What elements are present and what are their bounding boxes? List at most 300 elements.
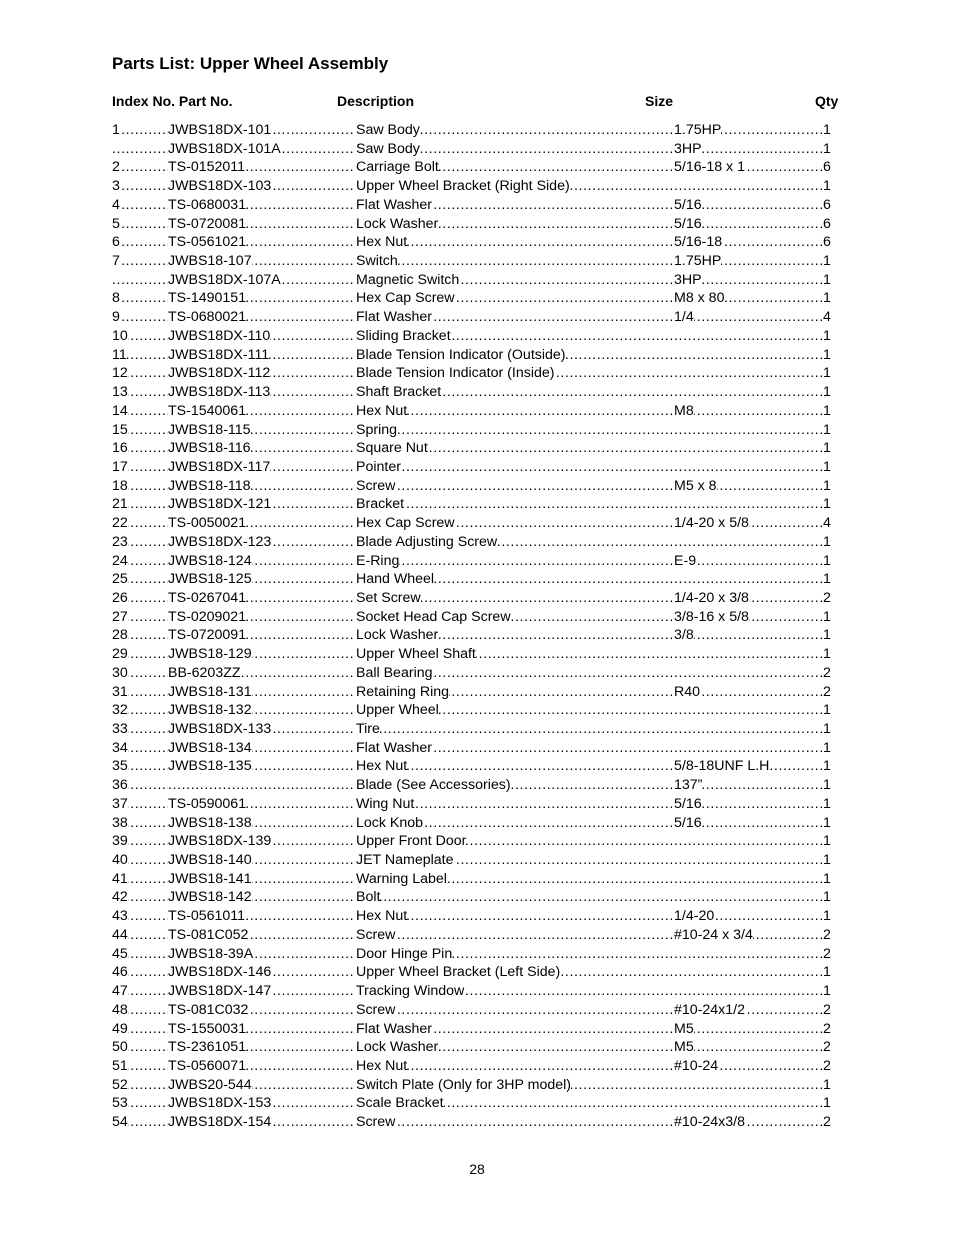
description-cell-text: Lock Knob: [356, 814, 424, 831]
qty-cell: [823, 252, 835, 271]
qty-cell-text: 2: [823, 1039, 831, 1056]
description-cell-text: Shaft Bracket: [356, 384, 442, 401]
qty-cell: [823, 701, 835, 720]
qty-cell-text: 1: [823, 739, 831, 756]
part-number-cell: [168, 552, 354, 571]
table-row: [0, 945, 954, 964]
index-cell: [112, 870, 168, 889]
qty-cell-text: 1: [823, 290, 831, 307]
table-row: [0, 814, 954, 833]
part-number-cell-text: JWBS18-138: [168, 814, 252, 831]
table-row: [0, 158, 954, 177]
index-cell: [112, 346, 168, 365]
index-cell: [112, 832, 168, 851]
table-row: [0, 233, 954, 252]
part-number-cell: [168, 327, 354, 346]
description-cell: [356, 926, 673, 945]
qty-cell: [823, 870, 835, 889]
qty-cell-text: 1: [823, 627, 831, 644]
index-cell: [112, 982, 168, 1001]
size-cell-text: 3/8-16 x 5/8: [674, 608, 749, 625]
qty-cell: [823, 570, 835, 589]
index-cell-text: 22: [112, 515, 128, 532]
part-number-cell: [168, 121, 354, 140]
index-cell: [112, 1038, 168, 1057]
part-number-cell-text: JWBS18DX-101A: [168, 140, 281, 157]
part-number-cell-text: JWBS18DX-110: [168, 327, 271, 344]
part-number-cell: [168, 439, 354, 458]
part-number-cell-text: JWBS18-118: [168, 477, 251, 494]
qty-cell-text: 2: [823, 1057, 831, 1074]
qty-cell: [823, 289, 835, 308]
part-number-cell-text: JWBS18DX-147: [168, 983, 272, 1000]
part-number-cell-text: JWBS18-116: [168, 440, 251, 457]
table-row: [0, 1038, 954, 1057]
table-row: [0, 1113, 954, 1132]
description-cell: [356, 626, 673, 645]
index-cell: [112, 683, 168, 702]
qty-cell-text: 1: [823, 440, 831, 457]
description-cell: [356, 945, 673, 964]
description-cell: [356, 982, 673, 1001]
table-row: [0, 589, 954, 608]
qty-cell-text: 1: [823, 327, 831, 344]
description-cell: [356, 907, 673, 926]
index-cell-text: 37: [112, 795, 128, 812]
description-cell-text: Flat Washer: [356, 1020, 432, 1037]
qty-cell-text: 2: [823, 1114, 831, 1131]
qty-cell-text: 1: [823, 646, 831, 663]
part-number-cell-text: JWBS18DX-121: [168, 496, 272, 513]
size-cell: [674, 645, 823, 664]
description-cell: [356, 402, 673, 421]
qty-cell: [823, 346, 835, 365]
description-cell: [356, 1020, 673, 1039]
index-cell-text: 40: [112, 852, 128, 869]
description-cell-text: Tracking Window: [356, 983, 465, 1000]
description-cell: [356, 1057, 673, 1076]
part-number-cell: [168, 177, 354, 196]
table-row: [0, 701, 954, 720]
index-cell: [112, 757, 168, 776]
table-row: [0, 308, 954, 327]
part-number-cell-text: JWBS18DX-112: [168, 365, 271, 382]
table-row: [0, 1094, 954, 1113]
description-cell: [356, 1094, 673, 1113]
index-cell-text: 7: [112, 253, 120, 270]
part-number-cell-text: JWBS18DX-153: [168, 1095, 272, 1112]
size-cell: [674, 458, 823, 477]
page-number: 28: [469, 1161, 485, 1177]
description-cell: [356, 215, 673, 234]
qty-cell-text: 1: [823, 889, 831, 906]
part-number-cell: [168, 739, 354, 758]
description-cell: [356, 870, 673, 889]
table-row: [0, 121, 954, 140]
index-cell-text: 42: [112, 889, 128, 906]
description-cell-text: Screw: [356, 1114, 396, 1131]
part-number-cell-text: TS-1550031: [168, 1020, 247, 1037]
index-cell-text: 30: [112, 664, 128, 681]
size-cell-text: 5/16: [674, 196, 702, 213]
description-cell-text: Socket Head Cap Screw: [356, 608, 511, 625]
description-cell-text: Screw: [356, 477, 396, 494]
description-cell-text: Upper Wheel Shaft: [356, 646, 476, 663]
part-number-cell-text: TS-0680031: [168, 196, 247, 213]
description-cell: [356, 664, 673, 683]
index-cell: [112, 1001, 168, 1020]
table-row: [0, 1057, 954, 1076]
qty-cell-text: 1: [823, 908, 831, 925]
size-cell: [674, 1057, 823, 1076]
description-cell: [356, 383, 673, 402]
description-cell-text: Hex Nut: [356, 758, 408, 775]
part-number-cell-text: TS-1540061: [168, 402, 247, 419]
size-cell: [674, 945, 823, 964]
part-number-cell: [168, 757, 354, 776]
index-cell: [112, 421, 168, 440]
part-number-cell: [168, 907, 354, 926]
qty-cell: [823, 308, 835, 327]
part-number-cell-text: JWBS18DX-123: [168, 533, 272, 550]
description-cell-text: Warning Label: [356, 870, 447, 887]
size-cell-text: R40: [674, 683, 701, 700]
part-number-cell: [168, 421, 354, 440]
qty-cell: [823, 795, 835, 814]
qty-cell: [823, 589, 835, 608]
description-cell: [356, 308, 673, 327]
index-cell: [112, 439, 168, 458]
index-cell: [112, 739, 168, 758]
index-cell-text: 38: [112, 814, 128, 831]
part-number-cell-text: JWBS18DX-146: [168, 964, 272, 981]
table-row: [0, 907, 954, 926]
qty-cell: [823, 963, 835, 982]
description-cell: [356, 701, 673, 720]
index-cell-text: 52: [112, 1076, 128, 1093]
qty-cell: [823, 477, 835, 496]
size-cell: [674, 121, 823, 140]
index-cell: [112, 533, 168, 552]
qty-cell-text: 1: [823, 365, 831, 382]
qty-cell-text: 2: [823, 926, 831, 943]
description-cell-text: Hex Nut: [356, 908, 408, 925]
qty-cell-text: 1: [823, 122, 831, 138]
qty-cell-text: 1: [823, 777, 831, 794]
part-number-cell: [168, 233, 354, 252]
table-row: [0, 1076, 954, 1095]
description-cell-text: Lock Washer: [356, 215, 439, 232]
header-description: Description: [337, 93, 415, 109]
index-cell-text: 12: [112, 365, 128, 382]
index-cell-text: 39: [112, 833, 128, 850]
size-cell: [674, 477, 823, 496]
description-cell: [356, 1076, 673, 1095]
part-number-cell-text: JWBS18-140: [168, 852, 252, 869]
part-number-cell-text: JWBS18-129: [168, 646, 252, 663]
part-number-cell: [168, 963, 354, 982]
size-cell-text: 5/8-18UNF L.H.: [674, 758, 774, 775]
table-row: [0, 608, 954, 627]
description-cell-text: Blade Tension Indicator (Inside): [356, 365, 555, 382]
description-cell: [356, 458, 673, 477]
size-cell-text: 1.75HP: [674, 253, 722, 270]
qty-cell-text: 1: [823, 458, 831, 475]
table-row: [0, 552, 954, 571]
size-cell: [674, 870, 823, 889]
part-number-cell-text: JWBS18DX-139: [168, 833, 272, 850]
size-cell: [674, 814, 823, 833]
size-cell: [674, 196, 823, 215]
index-cell-text: 9: [112, 309, 120, 326]
description-cell: [356, 720, 673, 739]
table-row: [0, 926, 954, 945]
table-row: [0, 795, 954, 814]
index-cell: [112, 402, 168, 421]
description-cell-text: Pointer: [356, 458, 401, 475]
table-row: [0, 252, 954, 271]
size-cell: [674, 907, 823, 926]
qty-cell: [823, 271, 835, 290]
qty-cell: [823, 552, 835, 571]
size-cell: [674, 233, 823, 252]
qty-cell-text: 2: [823, 1001, 831, 1018]
table-row: [0, 215, 954, 234]
qty-cell: [823, 196, 835, 215]
qty-cell-text: 1: [823, 608, 831, 625]
table-row: [0, 477, 954, 496]
index-cell: [112, 364, 168, 383]
index-cell: [112, 383, 168, 402]
qty-cell: [823, 1057, 835, 1076]
size-cell-text: #10-24: [674, 1057, 719, 1074]
size-cell-text: 5/16-18 x 1: [674, 159, 745, 176]
qty-cell: [823, 383, 835, 402]
size-cell: [674, 776, 823, 795]
size-cell: [674, 739, 823, 758]
description-cell: [356, 570, 673, 589]
index-cell: [112, 140, 168, 159]
description-cell: [356, 196, 673, 215]
qty-cell: [823, 158, 835, 177]
part-number-cell-text: TS-0720091: [168, 627, 247, 644]
index-cell: [112, 289, 168, 308]
description-cell-text: Hex Cap Screw: [356, 515, 455, 532]
index-cell-text: 11: [112, 346, 127, 363]
table-row: [0, 776, 954, 795]
table-row: [0, 346, 954, 365]
description-cell: [356, 608, 673, 627]
table-row: [0, 327, 954, 346]
size-cell-text: 5/16: [674, 795, 702, 812]
table-row: [0, 514, 954, 533]
qty-cell-text: 2: [823, 664, 831, 681]
part-number-cell: [168, 271, 354, 290]
description-cell-text: Switch Plate (Only for 3HP model): [356, 1076, 571, 1093]
size-cell: [674, 683, 823, 702]
qty-cell-text: 1: [823, 346, 831, 363]
part-number-cell-text: JWBS18DX-117: [168, 458, 271, 475]
description-cell-text: Flat Washer: [356, 196, 432, 213]
qty-cell: [823, 458, 835, 477]
header-qty: Qty: [815, 93, 839, 109]
size-cell-text: M5: [674, 1020, 694, 1037]
part-number-cell: [168, 1076, 354, 1095]
index-cell: [112, 589, 168, 608]
qty-cell-text: 2: [823, 683, 831, 700]
size-cell: [674, 140, 823, 159]
part-number-cell: [168, 945, 354, 964]
size-cell-text: 3HP: [674, 140, 702, 157]
size-cell-text: E-9: [674, 552, 697, 569]
part-number-cell: [168, 1113, 354, 1132]
index-cell: [112, 814, 168, 833]
description-cell-text: Hand Wheel: [356, 571, 435, 588]
qty-cell-text: 1: [823, 533, 831, 550]
description-cell: [356, 776, 673, 795]
part-number-cell: [168, 1038, 354, 1057]
description-cell: [356, 121, 673, 140]
qty-cell: [823, 1001, 835, 1020]
part-number-cell: [168, 346, 354, 365]
size-cell-text: 5/16: [674, 814, 702, 831]
qty-cell: [823, 926, 835, 945]
part-number-cell: [168, 196, 354, 215]
description-cell-text: Hex Nut: [356, 234, 408, 251]
qty-cell: [823, 439, 835, 458]
part-number-cell-text: JWBS18-125: [168, 571, 252, 588]
qty-cell-text: 1: [823, 833, 831, 850]
part-number-cell-text: TS-0561021: [168, 234, 247, 251]
size-cell: [674, 1094, 823, 1113]
size-cell: [674, 158, 823, 177]
size-cell: [674, 421, 823, 440]
part-number-cell-text: TS-081C052: [168, 926, 249, 943]
index-cell: [112, 158, 168, 177]
size-cell: [674, 215, 823, 234]
index-cell-text: 25: [112, 571, 128, 588]
table-row: [0, 364, 954, 383]
description-cell-text: Screw: [356, 1001, 396, 1018]
description-cell: [356, 495, 673, 514]
size-cell: [674, 495, 823, 514]
index-cell-text: 29: [112, 646, 128, 663]
part-number-cell: [168, 215, 354, 234]
qty-cell-text: 1: [823, 552, 831, 569]
part-number-cell-text: BB-6203ZZ: [168, 664, 241, 681]
index-cell: [112, 626, 168, 645]
table-row: [0, 888, 954, 907]
size-cell-text: #10-24 x 3/4: [674, 926, 753, 943]
qty-cell: [823, 645, 835, 664]
size-cell: [674, 720, 823, 739]
qty-cell: [823, 626, 835, 645]
part-number-cell: [168, 364, 354, 383]
size-cell: [674, 626, 823, 645]
parts-table: [0, 121, 954, 1132]
description-cell-text: Lock Washer: [356, 1039, 439, 1056]
part-number-cell-text: JWBS18-132: [168, 702, 252, 719]
description-cell: [356, 177, 673, 196]
index-cell-text: 18: [112, 477, 128, 494]
description-cell: [356, 421, 673, 440]
size-cell: [674, 701, 823, 720]
index-cell-text: 43: [112, 908, 128, 925]
table-row: [0, 626, 954, 645]
index-cell: [112, 308, 168, 327]
part-number-cell-text: JWBS18DX-103: [168, 178, 272, 195]
index-cell-text: 23: [112, 533, 128, 550]
size-cell: [674, 308, 823, 327]
description-cell: [356, 1113, 673, 1132]
index-cell-text: 41: [112, 870, 128, 887]
qty-cell-text: 1: [823, 1076, 831, 1093]
part-number-cell: [168, 308, 354, 327]
description-cell: [356, 832, 673, 851]
index-cell: [112, 495, 168, 514]
qty-cell: [823, 1076, 835, 1095]
qty-cell: [823, 814, 835, 833]
index-cell-text: 36: [112, 777, 128, 794]
size-cell: [674, 1020, 823, 1039]
size-cell: [674, 1038, 823, 1057]
part-number-cell-text: JWBS18-124: [168, 552, 252, 569]
qty-cell-text: 1: [823, 702, 831, 719]
size-cell-text: 137”: [674, 777, 703, 794]
index-cell-text: 51: [112, 1057, 128, 1074]
part-number-cell: [168, 683, 354, 702]
description-cell-text: Lock Washer: [356, 627, 439, 644]
qty-cell: [823, 608, 835, 627]
part-number-cell: [168, 1020, 354, 1039]
size-cell: [674, 1001, 823, 1020]
description-cell: [356, 1038, 673, 1057]
size-cell: [674, 533, 823, 552]
size-cell: [674, 271, 823, 290]
part-number-cell-text: TS-0590061: [168, 795, 247, 812]
index-cell: [112, 645, 168, 664]
description-cell: [356, 1001, 673, 1020]
description-cell-text: Hex Nut: [356, 402, 408, 419]
qty-cell: [823, 140, 835, 159]
part-number-cell: [168, 495, 354, 514]
part-number-cell-text: TS-0720081: [168, 215, 247, 232]
qty-cell-text: 2: [823, 1020, 831, 1037]
description-cell-text: Spring: [356, 421, 398, 438]
part-number-cell: [168, 626, 354, 645]
description-cell: [356, 645, 673, 664]
description-cell: [356, 683, 673, 702]
description-cell: [356, 533, 673, 552]
qty-cell: [823, 1094, 835, 1113]
index-cell: [112, 907, 168, 926]
table-row: [0, 832, 954, 851]
qty-cell-text: 6: [823, 234, 831, 251]
qty-cell-text: 1: [823, 758, 831, 775]
index-cell-text: 26: [112, 589, 128, 606]
index-cell-text: 45: [112, 945, 128, 962]
table-row: [0, 439, 954, 458]
table-row: [0, 739, 954, 758]
qty-cell-text: 2: [823, 589, 831, 606]
description-cell-text: Door Hinge Pin: [356, 945, 453, 962]
part-number-cell-text: JWBS18DX-133: [168, 721, 272, 737]
description-cell-text: Saw Body: [356, 140, 420, 157]
index-cell: [112, 720, 168, 739]
part-number-cell: [168, 645, 354, 664]
qty-cell: [823, 907, 835, 926]
index-cell: [112, 233, 168, 252]
